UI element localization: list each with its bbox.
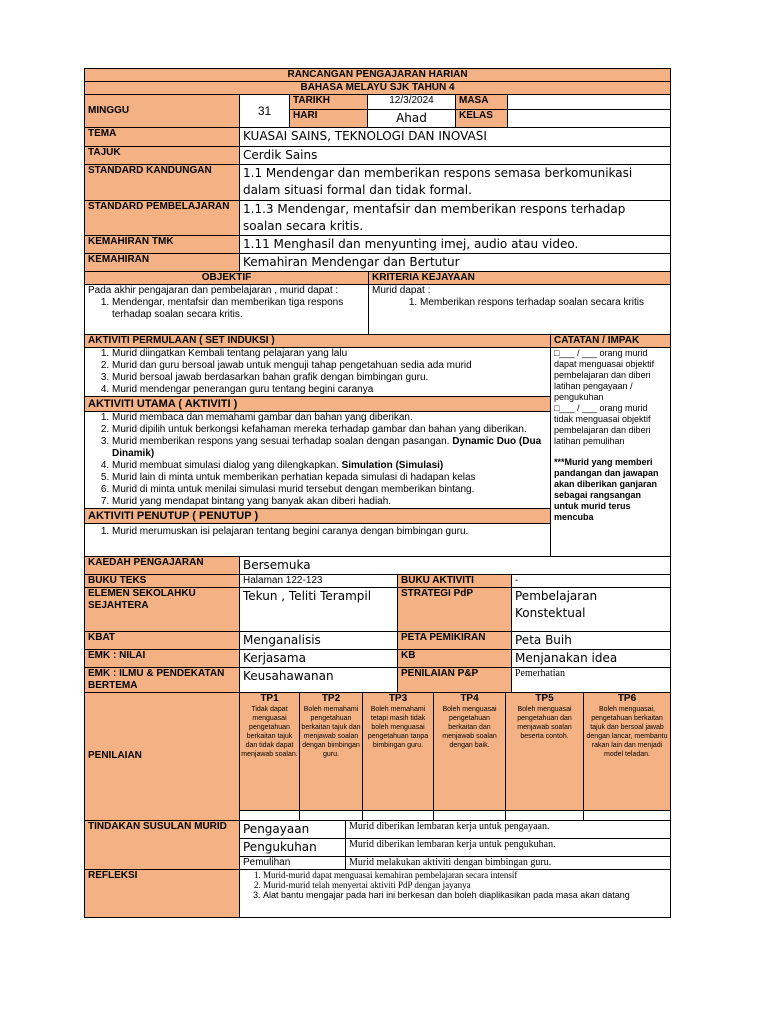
tp2-name: TP2 xyxy=(321,692,341,704)
utama-item xyxy=(112,484,547,496)
kaedah-value: Bersemuka xyxy=(240,556,671,574)
standard-kandungan-value: 1.1 Mendengar dan memberikan respons semasa berkomunikasi dalam situasi formal dan tidak formal. xyxy=(240,165,671,201)
lesson-plan-document xyxy=(84,68,670,918)
tp3-desc: Boleh memahami tetapi masih tidak boleh menguasai pengetahuan tanpa bimbingan guru. xyxy=(367,705,429,749)
tp1-name: TP1 xyxy=(260,692,279,704)
utama-item-strategy: Dynamic Duo (Dua Dinamik) xyxy=(112,436,542,459)
kriteria-item: 1. Memberikan respons terhadap soalan secara kritis xyxy=(420,297,667,309)
kemahiran-value: Kemahiran Mendengar dan Bertutur xyxy=(240,254,671,272)
document-subtitle: BAHASA MELAYU SJK TAHUN 4 xyxy=(85,82,671,95)
kaedah-label: KAEDAH PENGAJARAN xyxy=(85,556,240,574)
tema-value: KUASAI SAINS, TEKNOLOGI DAN INOVASI xyxy=(240,128,671,147)
kbat-label: KBAT xyxy=(85,631,240,649)
kriteria-label: KRITERIA KEJAYAAN xyxy=(369,272,671,285)
kb-label: KB xyxy=(398,649,512,667)
elemen-label: ELEMEN SEKOLAHKU SEJAHTERA xyxy=(85,587,240,631)
standard-pembelajaran-value: 1.1.3 Mendengar, mentafsir dan memberikan respons terhadap soalan secara kritis. xyxy=(240,201,671,236)
catatan-label: CATATAN / IMPAK xyxy=(551,335,671,348)
penutup-item: 1. Murid merumuskan isi pelajaran tentang begini caranya dengan bimbingan guru. xyxy=(112,526,547,538)
kriteria-content xyxy=(369,285,671,335)
tp5-name: TP5 xyxy=(535,692,554,704)
tp1-desc: Tidak dapat menguasai pengetahuan berkaitan tajuk dan tidak dapat menjawab soalan. xyxy=(241,705,298,758)
minggu-value: 31 xyxy=(240,95,290,128)
kemahiran-tmk-value: 1.11 Menghasil dan menyunting imej, audio atau video. xyxy=(240,236,671,254)
tp6-score[interactable] xyxy=(584,810,671,820)
tajuk-label: TAJUK xyxy=(85,147,240,165)
refleksi-content xyxy=(240,869,671,917)
masa-value xyxy=(508,95,671,110)
tp6-cell xyxy=(584,692,671,810)
tp6-name: TP6 xyxy=(617,692,637,704)
objektif-intro: Pada akhir pengajaran dan pembelajaran , murid dapat : xyxy=(88,285,339,296)
utama-item xyxy=(112,460,547,472)
elemen-value: Tekun , Teliti Terampil xyxy=(240,587,398,631)
catatan-tidak-menguasai: □___ / ___ orang murid tidak menguasai objektif pembelajaran dan diberi latihan pemulihan xyxy=(554,403,651,446)
tp6-desc: Boleh menguasai, pengetahuan berkaitan tajuk dan bersoal jawab dengan lancar, membantu rakan lain dan menjadi model teladan. xyxy=(586,705,668,758)
refleksi-item: 3. Alat bantu mengajar pada hari ini berkesan dan boleh diaplikasikan pada masa akan datang xyxy=(263,890,667,900)
strategi-value: Pembelajaran Konstektual xyxy=(512,587,671,631)
catatan-note: ***Murid yang memberi pandangan dan jawapan akan diberikan ganjaran sebagai rangsangan untuk murid terus mencuba xyxy=(554,457,659,522)
permulaan-item: 4. Murid mendengar penerangan guru tentang begini caranya xyxy=(112,384,547,396)
tp4-score[interactable] xyxy=(434,810,506,820)
tp3-name: TP3 xyxy=(388,692,408,704)
utama-item xyxy=(112,472,547,484)
buku-teks-label: BUKU TEKS xyxy=(85,574,240,587)
tema-label: TEMA xyxy=(85,128,240,147)
utama-item xyxy=(112,496,547,508)
lesson-plan-table xyxy=(84,68,671,272)
tindakan-label: TINDAKAN SUSULAN MURID xyxy=(85,820,240,869)
penilaian-pp-label: PENILAIAN P&P xyxy=(398,667,512,692)
permulaan-item: 1. Murid diingatkan Kembali tentang pelajaran yang lalu xyxy=(112,348,547,360)
utama-item xyxy=(112,412,547,424)
utama-item-text: Murid lain di minta untuk memberikan perhatian kepada simulasi di hadapan kelas xyxy=(112,472,476,483)
standard-kandungan-label: STANDARD KANDUNGAN xyxy=(85,165,240,201)
utama-label: AKTIVITI UTAMA ( AKTIVITI ) xyxy=(85,396,550,412)
utama-item-text: Murid di minta untuk menilai simulasi murid tersebut dengan memberikan bintang. xyxy=(112,484,475,495)
tp4-cell xyxy=(434,692,506,810)
utama-item-text: Murid dipilih untuk berkongsi kefahaman mereka terhadap gambar dan bahan yang diberikan. xyxy=(112,424,527,435)
tajuk-value: Cerdik Sains xyxy=(240,147,671,165)
tindakan-desc: Murid diberikan lembaran kerja untuk pengukuhan. xyxy=(346,838,671,856)
tp5-cell xyxy=(506,692,584,810)
document-title: RANCANGAN PENGAJARAN HARIAN xyxy=(85,69,671,82)
utama-item-text: Murid memberikan respons yang sesuai terhadap soalan dengan pasangan. xyxy=(112,436,453,447)
utama-item-text: Murid membuat simulasi dialog yang dilengkapkan. xyxy=(112,460,342,471)
penutup-label: AKTIVITI PENUTUP ( PENUTUP ) xyxy=(85,508,550,524)
tindakan-name: Pengukuhan xyxy=(240,838,346,856)
refleksi-item: 1. Murid-murid dapat menguasai kemahiran pembelajaran secara intensif xyxy=(263,870,667,880)
ilmu-value: Keusahawanan xyxy=(240,667,398,692)
penilaian-pp-value: Pemerhatian xyxy=(512,667,671,692)
tp2-score[interactable] xyxy=(300,810,363,820)
tarikh-label: TARIKH xyxy=(290,95,368,110)
masa-label: MASA xyxy=(456,95,508,110)
kb-value: Menjanakan idea xyxy=(512,649,671,667)
tp2-cell xyxy=(300,692,363,810)
nilai-label: EMK : NILAI xyxy=(85,649,240,667)
utama-item-text: Murid yang mendapat bintang yang banyak akan diberi hadiah. xyxy=(112,496,392,507)
utama-item xyxy=(112,436,547,460)
peta-value: Peta Buih xyxy=(512,631,671,649)
permulaan-label: AKTIVITI PERMULAAN ( SET INDUKSI ) xyxy=(85,335,551,348)
tindakan-name: Pengayaan xyxy=(240,820,346,838)
peta-label: PETA PEMIKIRAN xyxy=(398,631,512,649)
utama-item-text: Murid membaca dan memahami gambar dan bahan yang diberikan. xyxy=(112,412,413,423)
buku-teks-value: Halaman 122-123 xyxy=(240,574,398,587)
catatan-content xyxy=(551,348,671,557)
nilai-value: Kerjasama xyxy=(240,649,398,667)
objektif-content xyxy=(85,285,369,335)
buku-aktiviti-label: BUKU AKTIVITI xyxy=(398,574,512,587)
buku-aktiviti-value: - xyxy=(512,574,671,587)
refleksi-label: REFLEKSI xyxy=(85,869,240,917)
tp4-desc: Boleh menguasai pengetahuan berkaitan dan menjawab soalan dengan baik. xyxy=(442,705,497,749)
strategi-label: STRATEGI PdP xyxy=(398,587,512,631)
kriteria-intro: Murid dapat : xyxy=(372,285,431,296)
penilaian-table xyxy=(84,692,671,821)
permulaan-item: 3. Murid bersoal jawab berdasarkan bahan grafik dengan bimbingan guru. xyxy=(112,372,547,384)
ilmu-label: EMK : ILMU & PENDEKATAN BERTEMA xyxy=(85,667,240,692)
tp3-cell xyxy=(363,692,434,810)
tp5-desc: Boleh menguasai pengetahuan dan menjawab soalan beserta contoh. xyxy=(517,705,572,740)
objektif-item: 1. Mendengar, mentafsir dan memberikan tiga respons terhadap soalan secara kritis. xyxy=(112,297,365,321)
objektif-label: OBJEKTIF xyxy=(85,272,369,285)
aktiviti-content xyxy=(85,348,551,557)
standard-pembelajaran-label: STANDARD PEMBELAJARAN xyxy=(85,201,240,236)
hari-label: HARI xyxy=(290,110,368,128)
kelas-value xyxy=(508,110,671,128)
kelas-label: KELAS xyxy=(456,110,508,128)
tindakan-desc: Murid melakukan aktiviti dengan bimbingan guru. xyxy=(346,856,671,869)
tindakan-table xyxy=(84,820,671,870)
kemahiran-label: KEMAHIRAN xyxy=(85,254,240,272)
objektif-table xyxy=(84,271,671,335)
penilaian-label: PENILAIAN xyxy=(85,692,240,820)
minggu-label: MINGGU xyxy=(85,95,240,128)
tp1-cell xyxy=(240,692,300,810)
tindakan-name: Pemulihan xyxy=(240,856,346,869)
utama-item-strategy: Simulation (Simulasi) xyxy=(341,460,444,471)
refleksi-table xyxy=(84,869,671,918)
aktiviti-table xyxy=(84,334,671,557)
tp3-score[interactable] xyxy=(363,810,434,820)
utama-item xyxy=(112,424,547,436)
tp1-score[interactable] xyxy=(240,810,300,820)
kemahiran-tmk-label: KEMAHIRAN TMK xyxy=(85,236,240,254)
details-table xyxy=(84,556,671,693)
tp4-name: TP4 xyxy=(460,692,479,704)
tarikh-value: 12/3/2024 xyxy=(368,95,456,110)
catatan-menguasai: □___ / ___ orang murid dapat menguasai objektif pembelajaran dan diberi latihan pengayaan / pengukuhan xyxy=(554,348,655,402)
tindakan-desc: Murid diberikan lembaran kerja untuk pengayaan. xyxy=(346,820,671,838)
kbat-value: Menganalisis xyxy=(240,631,398,649)
hari-value: Ahad xyxy=(368,110,456,128)
refleksi-item: 2. Murid-murid telah menyertai aktiviti PdP dengan jayanya xyxy=(263,880,667,890)
tp2-desc: Boleh memahami pengetahuan berkaitan tajuk dan menjawab soalan dengan bimbingan guru. xyxy=(301,705,361,758)
permulaan-item: 2. Murid dan guru bersoal jawab untuk menguji tahap pengetahuan sedia ada murid xyxy=(112,360,547,372)
tp5-score[interactable] xyxy=(506,810,584,820)
